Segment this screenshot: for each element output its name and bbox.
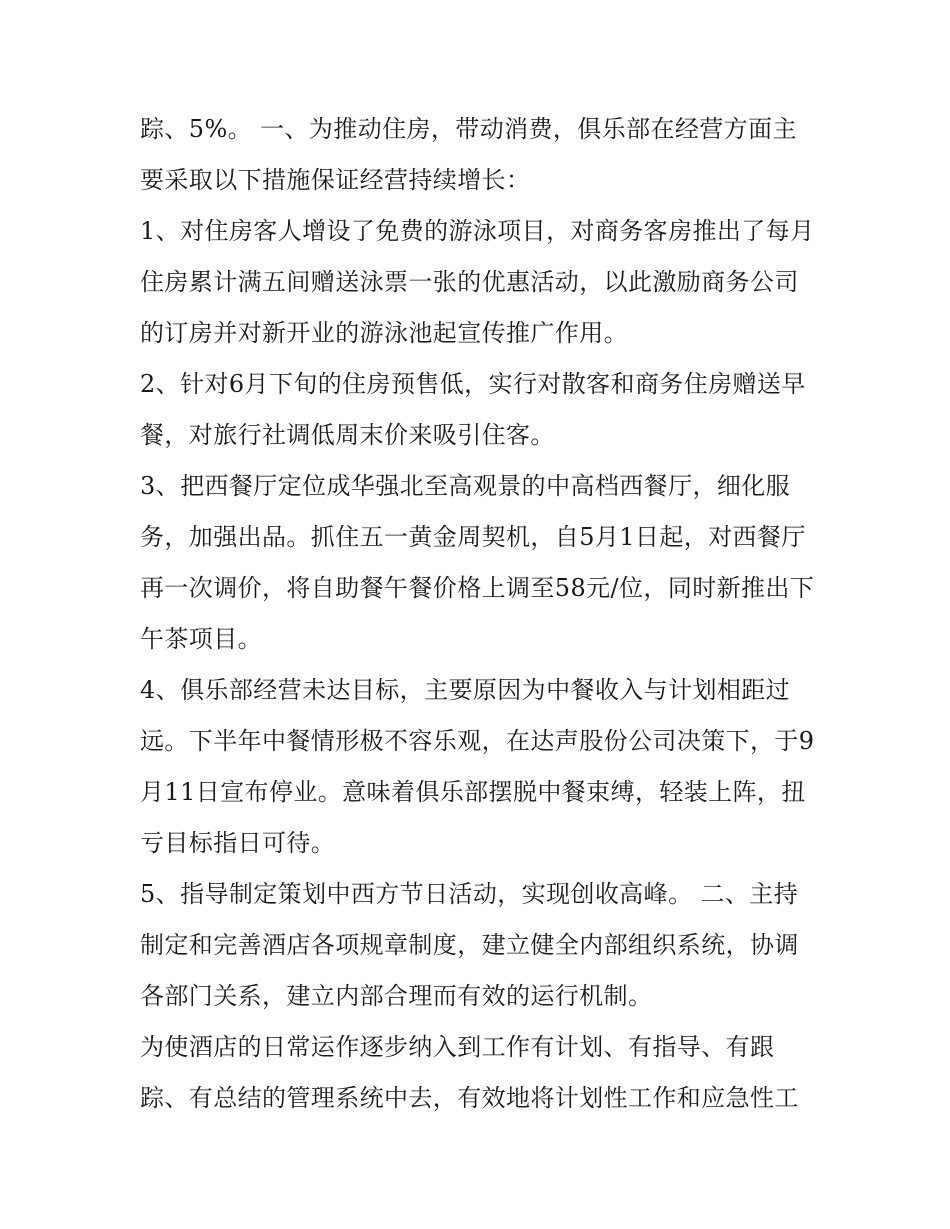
paragraph-item-3: 3、把西餐厅定位成华强北至高观景的中高档西餐厅，细化服务，加强出品。抓住五一黄金周契机，自5月1日起，对西餐厅再一次调价，将自助餐午餐价格上调至58元/位，同时新推出下午茶项目。 [140, 472, 815, 653]
paragraph-item-5: 5、指导制定策划中西方节日活动，实现创收高峰。 二、主持制定和完善酒店各项规章制度，建立健全内部组织系统，协调各部门关系，建立内部合理而有效的运行机制。 [140, 880, 799, 1010]
paragraph-intro: 踪、5%。 一、为推动住房，带动消费，俱乐部在经营方面主要采取以下措施保证经营持续增长： [140, 115, 797, 194]
document-body [140, 104, 820, 1124]
paragraph-item-4: 4、俱乐部经营未达目标，主要原因为中餐收入与计划相距过远。下半年中餐情形极不容乐观，在达声股份公司决策下，于9月11日宣布停业。意味着俱乐部摆脱中餐束缚，轻装上阵，扭亏目标指日可待。 [140, 676, 815, 857]
paragraph-closing: 为使酒店的日常运作逐步纳入到工作有计划、有指导、有跟踪、有总结的管理系统中去，有效地将计划性工作和应急性工 [140, 1033, 799, 1112]
paragraph-item-1: 1、对住房客人增设了免费的游泳项目，对商务客房推出了每月住房累计满五间赠送泳票一张的优惠活动，以此激励商务公司的订房并对新开业的游泳池起宣传推广作用。 [140, 217, 815, 347]
paragraph-item-2: 2、针对6月下旬的住房预售低，实行对散客和商务住房赠送早餐，对旅行社调低周末价来吸引住客。 [140, 370, 806, 449]
